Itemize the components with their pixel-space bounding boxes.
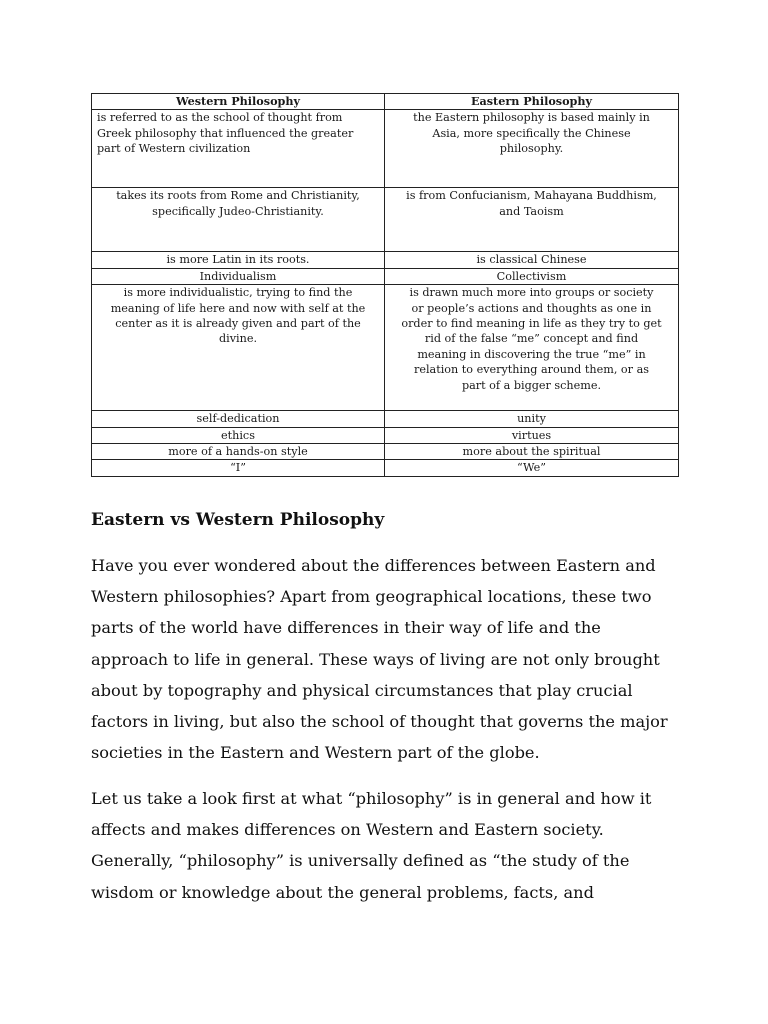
table-cell-western (92, 411, 385, 427)
cell-line: “I” (230, 461, 246, 475)
cell-line: is more Latin in its roots. (166, 253, 310, 267)
cell-line: divine. (218, 332, 258, 346)
cell-line: part of a bigger scheme. (461, 378, 602, 392)
cell-line: more of a hands-on style (168, 445, 308, 459)
table-row (92, 188, 679, 252)
article-paragraph-1 (91, 550, 691, 768)
cell-line: center as it is already given and part of the (115, 317, 361, 331)
table-cell-eastern (385, 188, 679, 252)
cell-line: Asia, more specifically the Chinese (432, 126, 631, 140)
cell-line: the Eastern philosophy is based mainly in (413, 111, 650, 125)
table-row (92, 252, 679, 268)
cell-line: self-dedication (196, 412, 280, 426)
cell-line: is drawn much more into groups or society (409, 286, 654, 300)
table-cell-eastern (385, 411, 679, 427)
cell-line: Greek philosophy that influenced the greater (97, 126, 354, 140)
cell-line: meaning in discovering the true “me” in (417, 347, 646, 361)
cell-line: rid of the false “me” concept and find (424, 332, 639, 346)
table-cell-western (92, 110, 385, 188)
cell-line: unity (517, 412, 546, 426)
table-row (92, 444, 679, 460)
paragraph-line: Have you ever wondered about the differences between Eastern and (91, 556, 656, 575)
table-cell-western (92, 444, 385, 460)
cell-line: part of Western civilization (97, 142, 251, 156)
table-cell-western (92, 268, 385, 284)
table-cell-western (92, 427, 385, 443)
paragraph-line: societies in the Eastern and Western part of the globe. (91, 743, 540, 763)
table-cell-eastern (385, 252, 679, 268)
cell-line: is from Confucianism, Mahayana Buddhism, (406, 189, 657, 203)
cell-line: takes its roots from Rome and Christianity, (116, 189, 360, 203)
cell-line: and Taoism (499, 204, 564, 218)
table-cell-eastern (385, 460, 679, 476)
table-row (92, 268, 679, 284)
table-row (92, 285, 679, 411)
header-western: Western Philosophy (92, 94, 385, 110)
paragraph-line: parts of the world have differences in their way of life and the (91, 618, 601, 638)
cell-line: ethics (221, 428, 255, 442)
table-cell-western (92, 285, 385, 411)
cell-line: order to find meaning in life as they try to get (401, 317, 662, 331)
paragraph-line: about by topography and physical circumstances that play crucial (91, 680, 633, 700)
comparison-table (91, 93, 679, 477)
cell-line: “We” (517, 461, 546, 475)
table-cell-eastern (385, 268, 679, 284)
article-paragraph-2 (91, 783, 691, 908)
table-header-row (92, 94, 679, 110)
paragraph-line: Western philosophies? Apart from geographical locations, these two (91, 587, 652, 607)
cell-line: Collectivism (496, 269, 567, 283)
table-row (92, 427, 679, 443)
table-row (92, 411, 679, 427)
paragraph-line: affects and makes differences on Western and Eastern society. (91, 820, 604, 840)
cell-line: is referred to as the school of thought from (97, 111, 343, 125)
paragraph-line: factors in living, but also the school of thought that governs the major (91, 712, 668, 732)
paragraph-line: wisdom or knowledge about the general problems, facts, and (91, 882, 594, 902)
table-row (92, 460, 679, 476)
table-cell-eastern (385, 285, 679, 411)
header-eastern: Eastern Philosophy (385, 94, 679, 110)
table-cell-western (92, 252, 385, 268)
table-cell-western (92, 188, 385, 252)
cell-line: philosophy. (499, 142, 564, 156)
table-cell-eastern (385, 427, 679, 443)
cell-line: relation to everything around them, or as (414, 363, 649, 377)
paragraph-line: Let us take a look first at what “philosophy” is in general and how it (91, 789, 652, 808)
table-cell-eastern (385, 110, 679, 188)
cell-line: specifically Judeo-Christianity. (152, 204, 324, 218)
table-cell-eastern (385, 444, 679, 460)
cell-line: Individualism (199, 269, 277, 283)
cell-line: is more individualistic, trying to find the (123, 286, 353, 300)
cell-line: or people’s actions and thoughts as one in (411, 301, 652, 315)
paragraph-line: Generally, “philosophy” is universally defined as “the study of the (91, 851, 630, 871)
cell-line: is classical Chinese (476, 253, 587, 267)
article-title: Eastern vs Western Philosophy (91, 510, 385, 530)
table-cell-western (92, 460, 385, 476)
paragraph-line: approach to life in general. These ways of living are not only brought (91, 649, 660, 669)
cell-line: more about the spiritual (462, 445, 601, 459)
table-row (92, 110, 679, 188)
cell-line: meaning of life here and now with self at the (110, 301, 366, 315)
cell-line: virtues (511, 428, 552, 442)
